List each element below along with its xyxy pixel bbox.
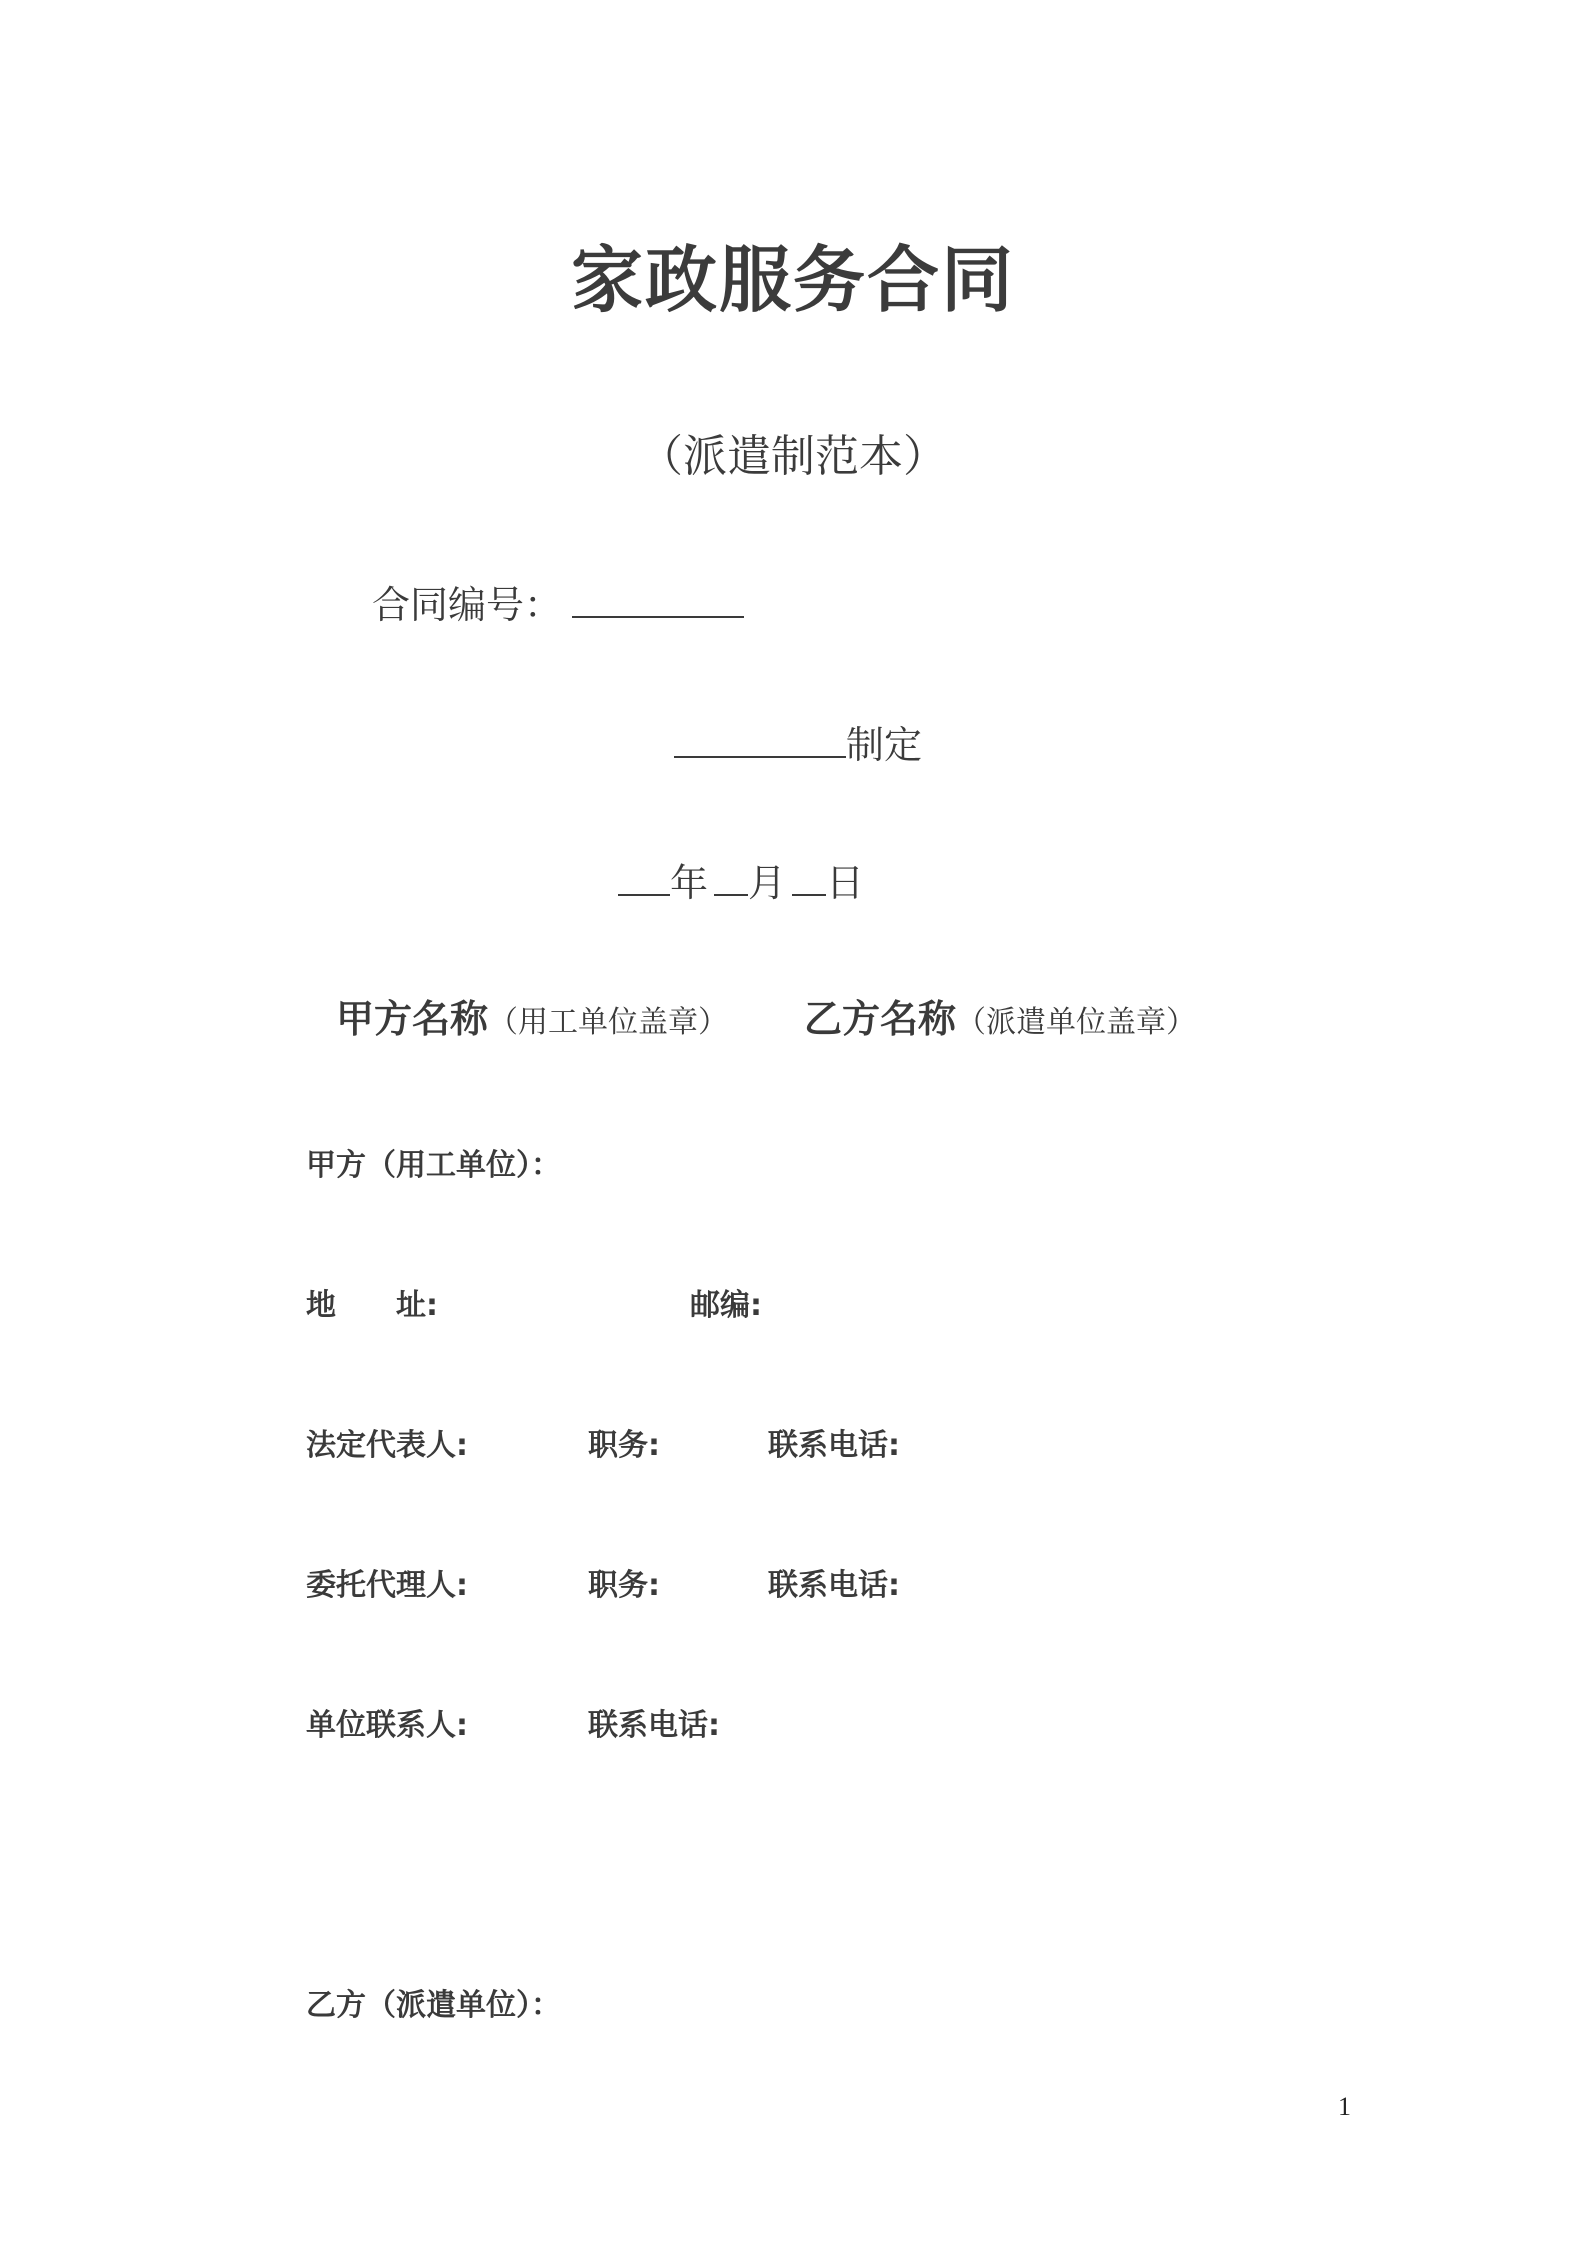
phone2-field: 联系电话: (768, 1568, 900, 1603)
party-a-field: 甲方（用工单位）： (306, 1148, 561, 1183)
made-by-row (674, 714, 922, 769)
made-by-label: 制定 (846, 723, 923, 767)
party-a-heading: 甲方名称 (336, 997, 489, 1041)
party-b-heading-row (804, 988, 1196, 1043)
agent-field: 委托代理人: (306, 1568, 468, 1603)
party-b-note: （派遣单位盖章） (956, 1005, 1197, 1040)
position2-field: 职务: (588, 1568, 660, 1603)
party-b-field: 乙方（派遣单位）： (306, 1988, 561, 2023)
page-subtitle: （派遣制范本） (639, 431, 947, 482)
phone3-field: 联系电话: (588, 1708, 720, 1743)
phone-field: 联系电话: (768, 1428, 900, 1463)
contract-number-label: 合同编号： (372, 583, 563, 627)
date-row (618, 852, 864, 907)
month-label: 月 (748, 861, 787, 905)
made-by-blank (674, 755, 846, 758)
party-b-heading: 乙方名称 (804, 997, 957, 1041)
address-field: 地 址: (306, 1288, 438, 1323)
postcode-field: 邮编: (690, 1288, 762, 1323)
page-title: 家政服务合同 (570, 238, 1015, 322)
position-field: 职务: (588, 1428, 660, 1463)
page-number: 1 (1338, 2092, 1351, 2121)
month-blank (714, 893, 748, 896)
legal-rep-field: 法定代表人: (306, 1428, 468, 1463)
contract-number-blank (572, 615, 744, 618)
day-label: 日 (826, 861, 865, 905)
party-a-heading-row (336, 988, 728, 1043)
year-blank (618, 893, 670, 896)
unit-contact-field: 单位联系人: (306, 1708, 468, 1743)
day-blank (792, 893, 826, 896)
contract-number-row (372, 574, 744, 629)
year-label: 年 (670, 861, 709, 905)
party-a-note: （用工单位盖章） (488, 1005, 729, 1040)
